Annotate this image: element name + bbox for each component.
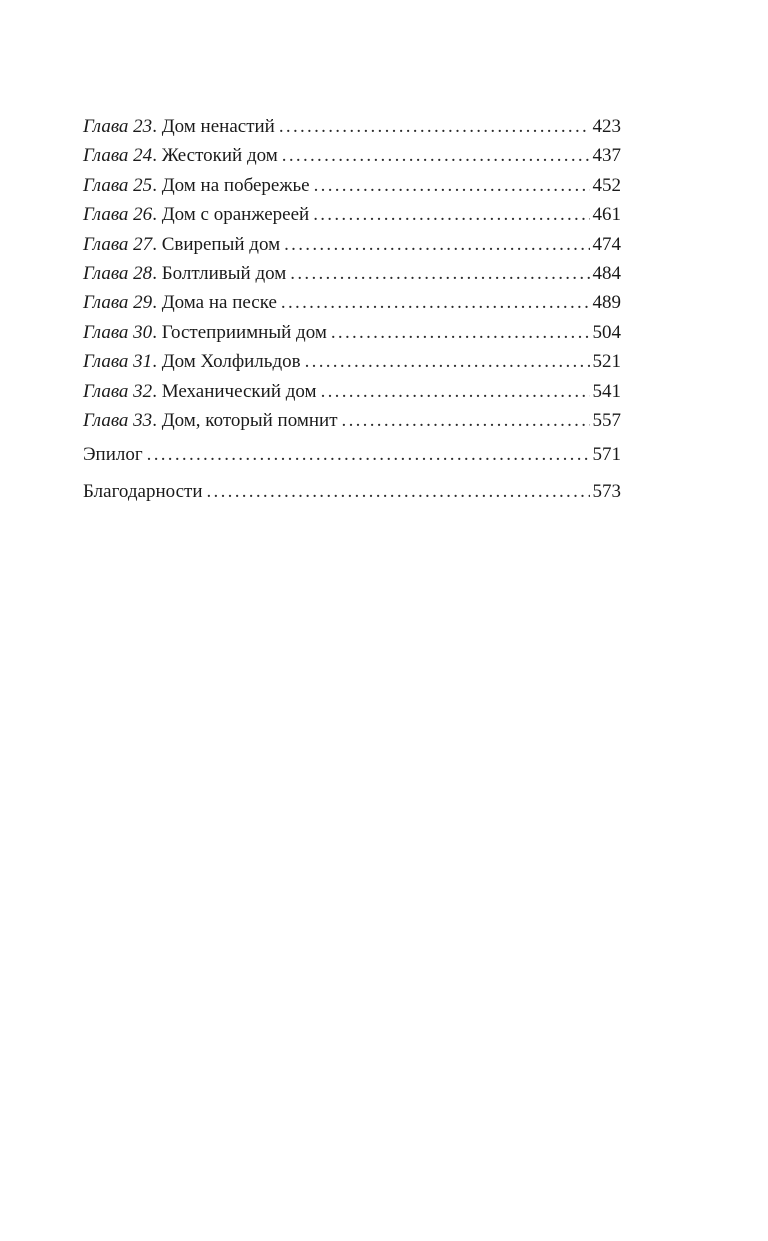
chapter-title: . Дом, который помнит [152,409,338,431]
toc-entry-chapter-26 [83,200,621,229]
page-number: 461 [592,204,621,226]
entry-label [83,141,278,170]
chapter-title: . Жестокий дом [152,145,278,167]
page-number: 557 [592,409,621,431]
entry-label [83,259,286,288]
entry-label [83,288,277,317]
toc-entry-chapter-23 [83,112,621,141]
page-number: 541 [592,380,621,402]
entry-label [83,318,327,347]
chapter-number: Глава 33 [83,409,153,431]
page-number: 423 [592,116,621,137]
chapter-title: . Дом Холфильдов [152,351,301,373]
dot-leader [290,259,589,288]
page-number: 484 [592,262,621,284]
dot-leader [342,406,590,435]
chapter-number: Глава 26 [83,204,153,226]
page-number: 489 [592,292,621,314]
chapter-title: . Болтливый дом [152,262,287,284]
page-number: 571 [592,444,621,466]
toc-entry-chapter-24 [83,141,621,170]
toc-entry-chapter-28 [83,259,621,288]
chapter-number: Глава 29 [83,292,153,314]
page-number: 521 [592,351,621,373]
table-of-contents [83,112,621,506]
page-number: 452 [592,174,621,196]
chapter-number: Глава 24 [83,145,153,167]
dot-leader [331,318,590,347]
dot-leader [284,230,589,259]
toc-entry-chapter-30 [83,318,621,347]
chapter-number: Глава 27 [83,233,153,255]
toc-entry-chapter-29 [83,288,621,317]
page-number: 573 [592,480,621,502]
chapter-number: Глава 25 [83,174,153,196]
dot-leader [321,377,590,406]
chapter-number: Глава 30 [83,321,153,343]
dot-leader [147,440,590,469]
dot-leader [281,288,590,317]
dot-leader [207,477,590,506]
dot-leader [305,347,590,376]
entry-label [83,200,309,229]
chapter-title: . Свирепый дом [152,233,281,255]
toc-entry-chapter-25 [83,171,621,200]
toc-entry-epilogue [83,440,621,469]
chapter-number: Глава 23 [83,116,153,137]
epilogue-title: Эпилог [83,444,143,466]
chapter-number: Глава 31 [83,351,153,373]
toc-entry-chapter-31 [83,347,621,376]
chapter-title: . Дома на песке [152,292,277,314]
entry-label [83,377,317,406]
page-number: 504 [592,321,621,343]
dot-leader [282,141,590,170]
page-number: 474 [592,233,621,255]
dot-leader [313,200,589,229]
dot-leader [279,112,590,141]
entry-label [83,112,275,141]
chapter-title: . Гостеприимный дом [152,321,327,343]
toc-entry-acknowledgements [83,477,621,506]
toc-entry-chapter-27 [83,230,621,259]
toc-entry-chapter-32 [83,377,621,406]
chapter-number: Глава 28 [83,262,153,284]
chapter-title: . Дом ненастий [152,116,275,137]
chapter-title: . Механический дом [152,380,317,402]
chapter-number: Глава 32 [83,380,153,402]
entry-label [83,406,338,435]
chapter-title: . Дом на побережье [152,174,310,196]
page-number: 437 [592,145,621,167]
acknowledgements-title: Благодарности [83,480,203,502]
entry-label [83,347,301,376]
chapter-title: . Дом с оранжереей [152,204,310,226]
dot-leader [314,171,590,200]
toc-entry-chapter-33 [83,406,621,435]
entry-label [83,230,280,259]
entry-label [83,171,310,200]
